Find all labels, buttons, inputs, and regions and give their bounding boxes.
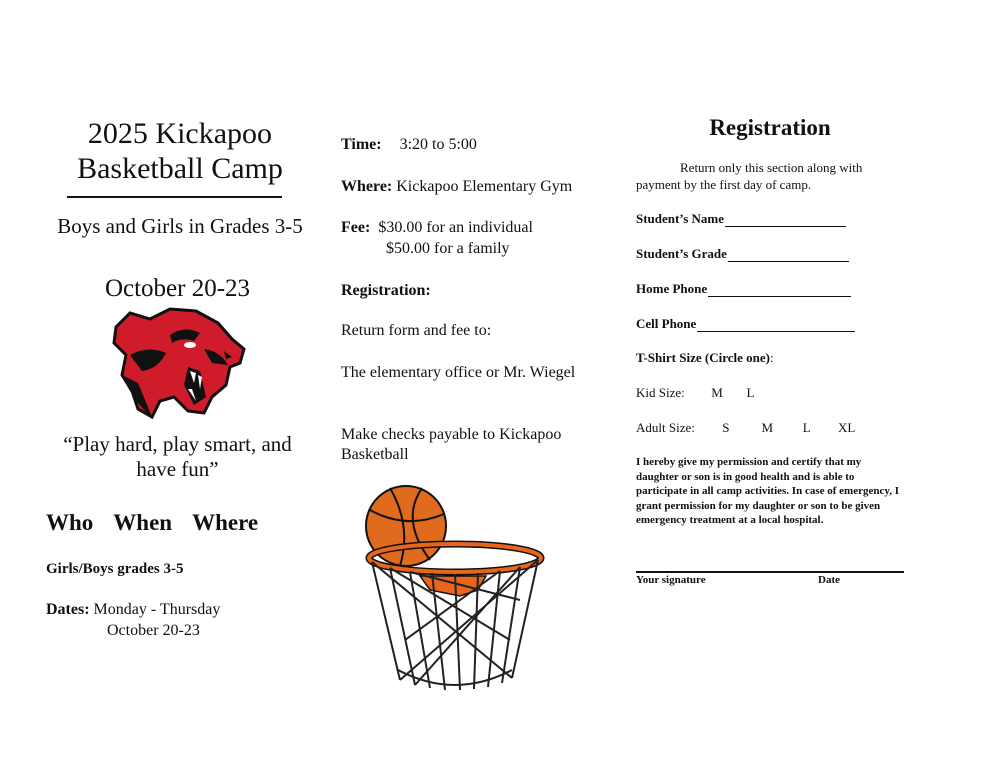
camp-dates: October 20-23 (104, 275, 251, 302)
where-label: Where (192, 510, 259, 535)
kid-size-option-m[interactable]: M (711, 385, 723, 400)
registration-heading: Registration: (341, 282, 431, 299)
adult-size-option-s[interactable]: S (722, 420, 730, 435)
camp-title-line2: Basketball Camp (77, 152, 283, 185)
date-label: Date (818, 574, 840, 586)
camp-title (45, 116, 315, 186)
fee-family: $50.00 for a family (386, 240, 510, 257)
adult-size-row (636, 420, 855, 436)
form-title: Registration (709, 115, 831, 140)
fee-row (341, 219, 533, 237)
student-grade-blank[interactable] (728, 248, 849, 262)
fee-individual: $30.00 for an individual (378, 219, 533, 236)
when-label: When (113, 510, 173, 535)
camp-motto (45, 432, 310, 482)
home-phone-blank[interactable] (708, 283, 851, 297)
student-grade-label: Student’s Grade (636, 246, 727, 261)
title-underline (67, 196, 282, 198)
office-text: The elementary office or Mr. Wiegel (341, 364, 576, 381)
student-name-label: Student’s Name (636, 211, 724, 226)
time-row (341, 136, 477, 154)
adult-size-option-xl[interactable]: XL (838, 420, 856, 435)
fee-label: Fee: (341, 219, 371, 236)
home-phone-field[interactable] (636, 281, 851, 297)
adult-size-label: Adult Size: (636, 420, 695, 435)
dates-value: Monday - Thursday (93, 601, 221, 618)
checks-text: Make checks payable to Kickapoo Basketball (341, 426, 562, 463)
adult-size-option-l[interactable]: L (802, 420, 811, 435)
time-value: 3:20 to 5:00 (399, 136, 477, 153)
who-when-where-heading (46, 510, 258, 536)
adult-size-option-m[interactable]: M (761, 420, 774, 435)
motto-line2: have fun” (136, 457, 219, 481)
tshirt-size-heading (636, 350, 774, 366)
student-grade-field[interactable] (636, 246, 849, 262)
who-label: Who (46, 510, 94, 535)
kid-size-row (636, 385, 754, 401)
panther-mascot-image (108, 305, 248, 425)
student-name-field[interactable] (636, 211, 846, 227)
kid-size-option-l[interactable]: L (746, 385, 755, 400)
student-name-blank[interactable] (725, 213, 846, 227)
form-description: Return only this section along with payment by the first day of camp. (636, 160, 863, 192)
dates-row (46, 601, 220, 619)
signature-label: Your signature (636, 574, 706, 586)
signature-line[interactable] (636, 571, 904, 573)
dates-value-2: October 20-23 (107, 622, 200, 639)
location-label: Where: (341, 178, 393, 195)
cell-phone-label: Cell Phone (636, 316, 697, 331)
cell-phone-blank[interactable] (697, 318, 855, 332)
grades-text: Girls/Boys grades 3-5 (46, 561, 184, 577)
return-instructions: Return form and fee to: (341, 322, 492, 339)
home-phone-label: Home Phone (636, 281, 708, 296)
location-row (341, 178, 572, 196)
camp-subtitle: Boys and Girls in Grades 3-5 (57, 214, 303, 238)
cell-phone-field[interactable] (636, 316, 855, 332)
motto-line1: “Play hard, play smart, and (63, 432, 292, 456)
time-label: Time: (341, 136, 382, 153)
tshirt-size-colon: : (769, 350, 774, 365)
location-value: Kickapoo Elementary Gym (396, 178, 573, 195)
kid-size-label: Kid Size: (636, 385, 685, 400)
consent-statement: I hereby give my permission and certify that my daughter or son is in good health and is able to participate in all camp activities. In case of emergency, I grant permission for my daughter or son to be given emergency treatment at a local hospital. (636, 456, 900, 526)
camp-title-line1: 2025 Kickapoo (87, 117, 273, 150)
tshirt-size-label: T-Shirt Size (Circle one) (636, 350, 770, 365)
basketball-hoop-image (360, 480, 550, 700)
dates-label: Dates: (46, 601, 90, 618)
